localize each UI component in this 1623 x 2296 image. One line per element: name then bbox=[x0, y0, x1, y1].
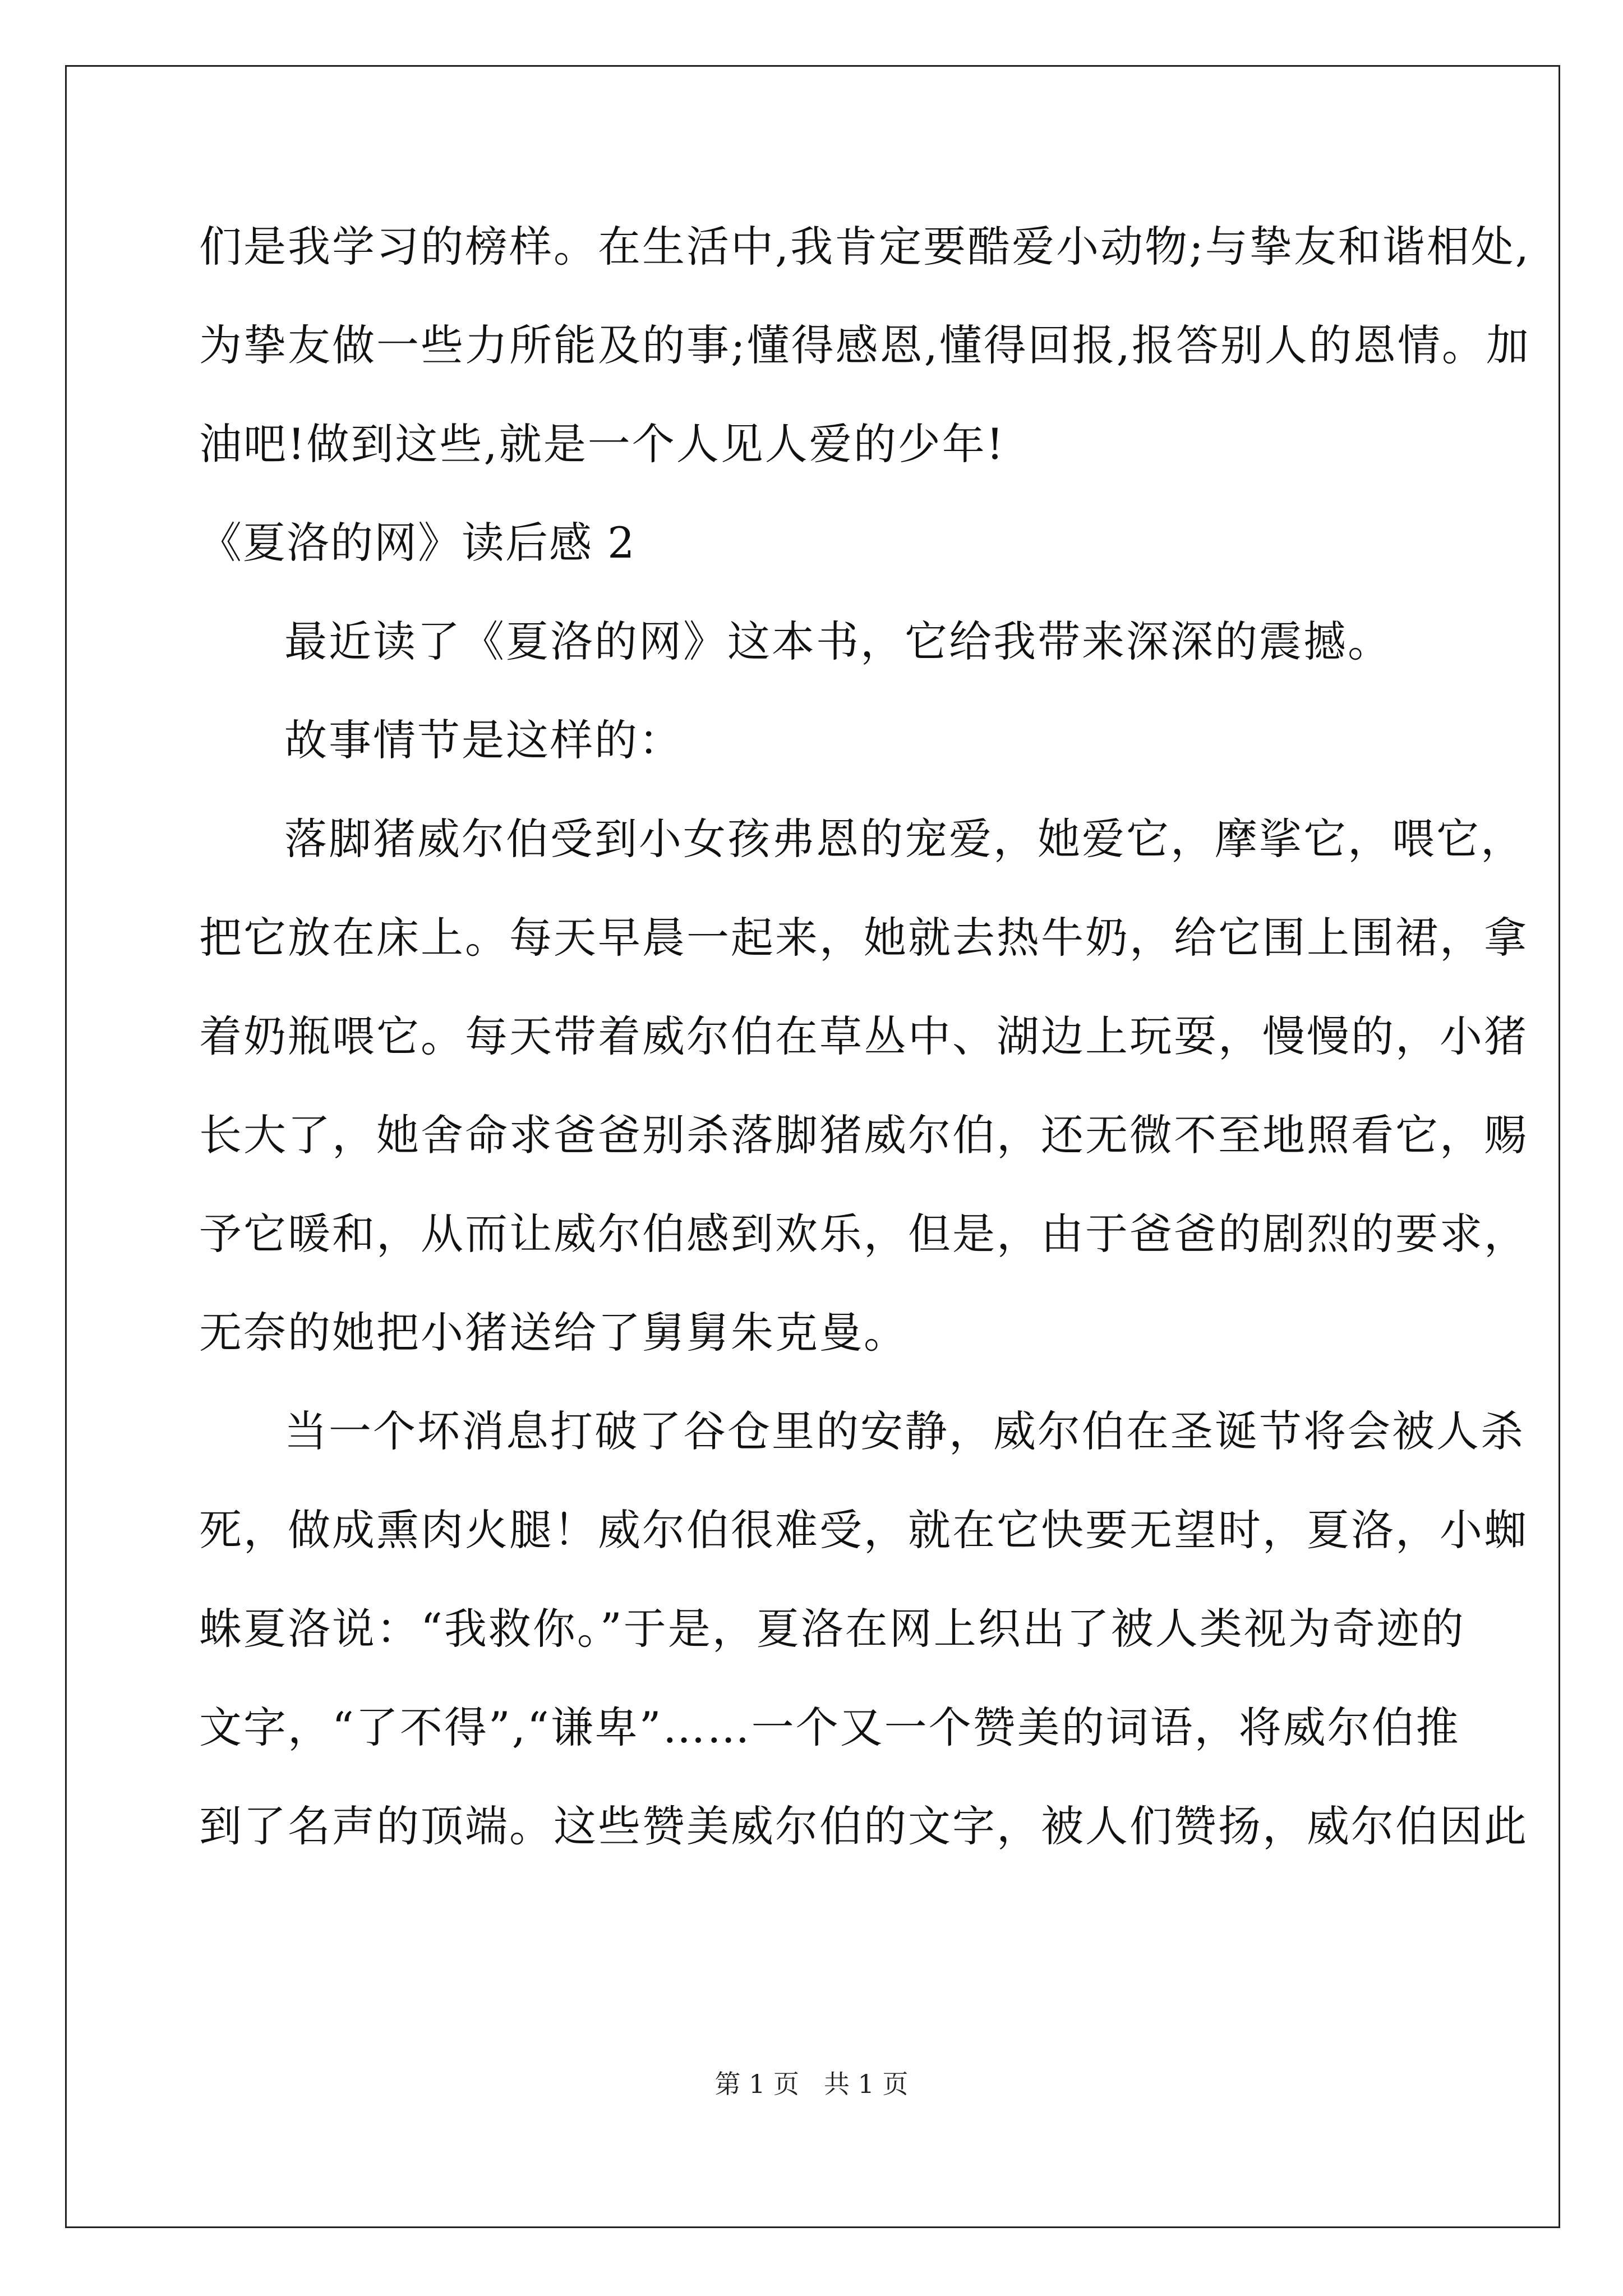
page-number: 第 1 页 bbox=[714, 2069, 799, 2099]
paragraph-first-line: 最近读了《夏洛的网》这本书，它给我带来深深的震撼。 bbox=[284, 616, 1392, 666]
paragraph-first-line: 故事情节是这样的： bbox=[284, 715, 683, 765]
text-line: 文字，“了不得”,“谦卑”……一个又一个赞美的词语，将威尔伯推 bbox=[199, 1703, 1460, 1752]
text-line: 蛛夏洛说：“我救你。”于是，夏洛在网上织出了被人类视为奇迹的 bbox=[199, 1604, 1465, 1654]
text-line: 死，做成熏肉火腿！威尔伯很难受，就在它快要无望时，夏洛，小蜘 bbox=[199, 1505, 1528, 1555]
text-line: 着奶瓶喂它。每天带着威尔伯在草丛中、湖边上玩耍，慢慢的，小猪 bbox=[199, 1011, 1528, 1061]
text-line: 到了名声的顶端。这些赞美威尔伯的文字，被人们赞扬，威尔伯因此 bbox=[199, 1801, 1528, 1851]
section-heading: 《夏洛的网》读后感 2 bbox=[199, 518, 636, 568]
paragraph-first-line: 当一个坏消息打破了谷仓里的安静，威尔伯在圣诞节将会被人杀 bbox=[284, 1406, 1525, 1456]
text-line: 为挚友做一些力所能及的事;懂得感恩,懂得回报,报答别人的恩情。加 bbox=[199, 320, 1530, 370]
page-total: 共 1 页 bbox=[824, 2069, 909, 2099]
text-line: 长大了，她舍命求爸爸别杀落脚猪威尔伯，还无微不至地照看它，赐 bbox=[199, 1110, 1528, 1160]
text-line: 们是我学习的榜样。在生活中,我肯定要酷爱小动物;与挚友和谐相处, bbox=[199, 222, 1530, 272]
text-line: 无奈的她把小猪送给了舅舅朱克曼。 bbox=[199, 1308, 908, 1358]
paragraph-first-line: 落脚猪威尔伯受到小女孩弗恩的宠爱，她爱它，摩挲它，喂它， bbox=[284, 814, 1525, 864]
text-line: 油吧!做到这些,就是一个人见人爱的少年! bbox=[199, 419, 1006, 469]
page-footer bbox=[0, 2067, 1623, 2101]
text-line: 把它放在床上。每天早晨一起来，她就去热牛奶，给它围上围裙，拿 bbox=[199, 913, 1528, 963]
document-body bbox=[199, 197, 1530, 1876]
text-line: 予它暖和，从而让威尔伯感到欢乐，但是，由于爸爸的剧烈的要求， bbox=[199, 1209, 1528, 1259]
